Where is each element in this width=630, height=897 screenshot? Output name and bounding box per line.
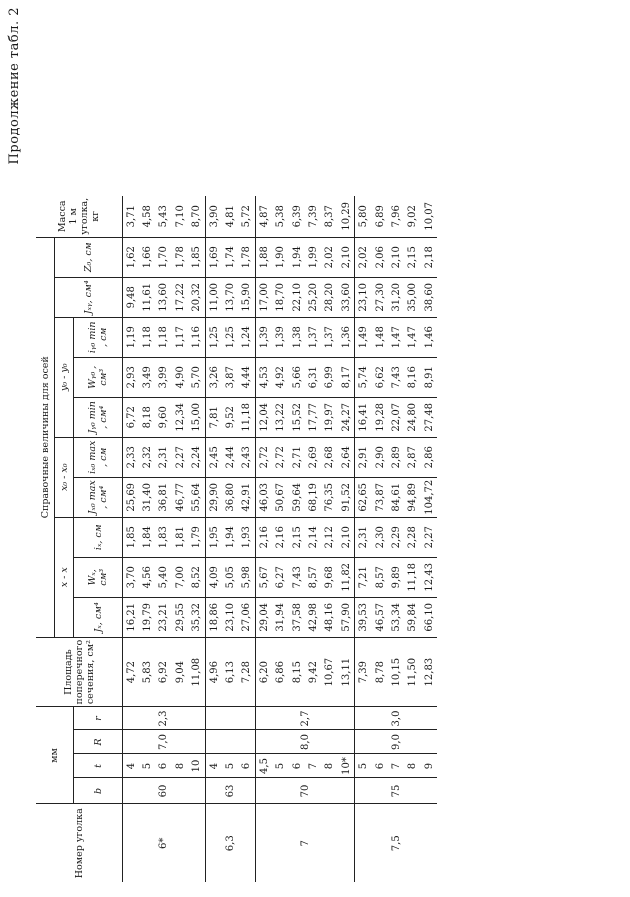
table-cell: 4,92	[273, 357, 289, 397]
cell-r: 3,0	[355, 707, 437, 730]
table-cell: 8,37	[322, 196, 338, 237]
table-cell: 29,90	[205, 477, 222, 517]
table-cell: 8,52	[189, 557, 206, 597]
table-cell: 5,38	[273, 196, 289, 237]
table-cell: 33,60	[338, 277, 355, 317]
table-cell: 7,39	[355, 637, 372, 707]
table-cell: 7,00	[172, 557, 188, 597]
table-cell: 3,49	[139, 357, 155, 397]
header-ix: iₓ, см	[74, 517, 123, 557]
table-cell: 1,88	[256, 237, 273, 277]
table-cell: 3,70	[123, 557, 140, 597]
table-cell: 84,61	[388, 477, 404, 517]
table-cell: 1,19	[123, 317, 140, 357]
table-cell: 27,30	[372, 277, 388, 317]
table-cell: 4,87	[256, 196, 273, 237]
table-cell: 1,25	[222, 317, 238, 357]
table-cell: 5,98	[239, 557, 256, 597]
table-cell: 1,66	[139, 237, 155, 277]
cell-t: 8	[405, 754, 421, 778]
table-cell: 18,86	[205, 597, 222, 637]
table-cell: 4,53	[256, 357, 273, 397]
table-cell: 1,24	[239, 317, 256, 357]
table-cell: 2,31	[156, 437, 172, 477]
cell-b: 63	[205, 778, 255, 804]
table-cell: 4,72	[123, 637, 140, 707]
table-cell: 3,90	[205, 196, 222, 237]
table-cell: 7,10	[172, 196, 188, 237]
table-row	[123, 196, 140, 882]
table-cell: 19,28	[372, 397, 388, 437]
table-cell: 1,37	[322, 317, 338, 357]
table-cell: 1,48	[372, 317, 388, 357]
table-cell: 7,43	[388, 357, 404, 397]
table-cell: 46,77	[172, 477, 188, 517]
cell-t: 6	[156, 754, 172, 778]
table-cell: 1,46	[421, 317, 437, 357]
table-cell: 17,22	[172, 277, 188, 317]
table-cell: 9,04	[172, 637, 188, 707]
header-ref: Справочные величины для осей	[36, 237, 55, 637]
table-cell: 1,69	[205, 237, 222, 277]
table-cell: 2,64	[338, 437, 355, 477]
header-z0: Z₀, см	[55, 237, 123, 277]
table-cell: 11,18	[405, 557, 421, 597]
table-cell: 4,90	[172, 357, 188, 397]
header-b: b	[74, 778, 123, 804]
table-cell: 57,90	[338, 597, 355, 637]
table-cell: 4,56	[139, 557, 155, 597]
table-cell: 17,00	[256, 277, 273, 317]
table-cell: 2,45	[205, 437, 222, 477]
table-cell: 1,25	[205, 317, 222, 357]
cell-t: 5	[222, 754, 238, 778]
table-cell: 3,26	[205, 357, 222, 397]
table-cell: 2,93	[123, 357, 140, 397]
table-cell: 3,87	[222, 357, 238, 397]
table-cell: 36,80	[222, 477, 238, 517]
table-cell: 2,24	[189, 437, 206, 477]
table-cell: 5,05	[222, 557, 238, 597]
table-cell: 76,35	[322, 477, 338, 517]
table-cell: 5,72	[239, 196, 256, 237]
header-jxy: Jₓᵧ, см⁴	[55, 277, 123, 317]
table-cell: 11,82	[338, 557, 355, 597]
cell-t: 4,5	[256, 754, 273, 778]
table-cell: 6,20	[256, 637, 273, 707]
table-cell: 2,15	[405, 237, 421, 277]
table-cell: 2,30	[372, 517, 388, 557]
table-cell: 5,80	[355, 196, 372, 237]
table-cell: 1,94	[289, 237, 305, 277]
cell-t: 5	[139, 754, 155, 778]
table-cell: 2,16	[256, 517, 273, 557]
table-cell: 8,57	[372, 557, 388, 597]
table-cell: 91,52	[338, 477, 355, 517]
table-cell: 22,07	[388, 397, 404, 437]
table-cell: 4,58	[139, 196, 155, 237]
header-R: R	[74, 730, 123, 754]
table-cell: 7,81	[205, 397, 222, 437]
table-cell: 13,70	[222, 277, 238, 317]
table-cell: 59,84	[405, 597, 421, 637]
table-cell: 11,61	[139, 277, 155, 317]
cell-R	[205, 730, 255, 754]
table-cell: 2,72	[273, 437, 289, 477]
table-cell: 1,47	[388, 317, 404, 357]
table-cell: 1,47	[405, 317, 421, 357]
table-cell: 12,83	[421, 637, 437, 707]
page-title: Продолжение табл. 2	[7, 7, 22, 165]
cell-t: 9	[421, 754, 437, 778]
table-cell: 2,43	[239, 437, 256, 477]
cell-t: 10*	[338, 754, 355, 778]
table-cell: 2,90	[372, 437, 388, 477]
table-cell: 94,89	[405, 477, 421, 517]
table-cell: 8,16	[405, 357, 421, 397]
table-cell: 5,74	[355, 357, 372, 397]
table-cell: 36,81	[156, 477, 172, 517]
table-cell: 9,48	[123, 277, 140, 317]
table-cell: 16,21	[123, 597, 140, 637]
header-t: t	[74, 754, 123, 778]
table-cell: 17,77	[305, 397, 321, 437]
table-cell: 2,89	[388, 437, 404, 477]
table-cell: 11,50	[405, 637, 421, 707]
table-cell: 1,74	[222, 237, 238, 277]
table-cell: 23,10	[222, 597, 238, 637]
cell-R: 8,0	[256, 730, 355, 754]
table-cell: 8,57	[305, 557, 321, 597]
table-cell: 2,33	[123, 437, 140, 477]
cell-t: 4	[205, 754, 222, 778]
cell-t: 6	[239, 754, 256, 778]
table-cell: 10,67	[322, 637, 338, 707]
cell-t: 8	[172, 754, 188, 778]
table-cell: 15,52	[289, 397, 305, 437]
cell-b: 70	[256, 778, 355, 804]
table-cell: 31,40	[139, 477, 155, 517]
table-cell: 3,99	[156, 357, 172, 397]
table-cell: 2,68	[322, 437, 338, 477]
table-cell: 12,04	[256, 397, 273, 437]
table-cell: 23,21	[156, 597, 172, 637]
table-cell: 6,27	[273, 557, 289, 597]
table-cell: 1,39	[256, 317, 273, 357]
table-cell: 4,44	[239, 357, 256, 397]
table-cell: 12,43	[421, 557, 437, 597]
table-cell: 27,48	[421, 397, 437, 437]
header-jx0: Jₓ₀ max , см⁴	[74, 477, 123, 517]
table-cell: 25,69	[123, 477, 140, 517]
table-cell: 12,34	[172, 397, 188, 437]
table-cell: 2,69	[305, 437, 321, 477]
angle-number: 6,3	[205, 804, 255, 882]
table-cell: 6,86	[273, 637, 289, 707]
table-cell: 1,70	[156, 237, 172, 277]
table-cell: 29,04	[256, 597, 273, 637]
table-cell: 5,43	[156, 196, 172, 237]
cell-t: 7	[305, 754, 321, 778]
table-cell: 15,90	[239, 277, 256, 317]
table-cell: 6,89	[372, 196, 388, 237]
table-cell: 2,18	[421, 237, 437, 277]
table-cell: 2,27	[421, 517, 437, 557]
table-cell: 1,83	[156, 517, 172, 557]
table-cell: 68,19	[305, 477, 321, 517]
table-cell: 13,60	[156, 277, 172, 317]
table-row	[205, 196, 222, 882]
table-cell: 24,80	[405, 397, 421, 437]
cell-r: 2,7	[256, 707, 355, 730]
table-row	[256, 196, 273, 882]
cell-t: 6	[289, 754, 305, 778]
table-cell: 6,13	[222, 637, 238, 707]
angle-table	[36, 196, 437, 882]
table-cell: 10,07	[421, 196, 437, 237]
table-cell: 1,81	[172, 517, 188, 557]
table-cell: 1,38	[289, 317, 305, 357]
header-group-y0: y₀ - y₀	[55, 317, 74, 437]
angle-number: 6*	[123, 804, 206, 882]
table-cell: 2,02	[322, 237, 338, 277]
table-cell: 2,12	[322, 517, 338, 557]
table-cell: 2,10	[388, 237, 404, 277]
table-cell: 1,49	[355, 317, 372, 357]
cell-t: 5	[273, 754, 289, 778]
cell-t: 5	[355, 754, 372, 778]
table-cell: 11,00	[205, 277, 222, 317]
header-ix0: iₓ₀ max , см	[74, 437, 123, 477]
table-cell: 1,36	[338, 317, 355, 357]
table-cell: 53,34	[388, 597, 404, 637]
table-cell: 35,00	[405, 277, 421, 317]
table-cell: 8,18	[139, 397, 155, 437]
table-cell: 2,27	[172, 437, 188, 477]
table-cell: 6,72	[123, 397, 140, 437]
table-cell: 37,58	[289, 597, 305, 637]
table-row	[355, 196, 372, 882]
header-iy0: iᵧ₀ min , см	[74, 317, 123, 357]
header-group-xx: x - x	[55, 517, 74, 637]
table-cell: 15,00	[189, 397, 206, 437]
table-cell: 11,18	[239, 397, 256, 437]
table-cell: 73,87	[372, 477, 388, 517]
table-cell: 42,91	[239, 477, 256, 517]
table-cell: 104,72	[421, 477, 437, 517]
table-cell: 16,41	[355, 397, 372, 437]
table-cell: 1,39	[273, 317, 289, 357]
table-cell: 2,28	[405, 517, 421, 557]
table-cell: 31,20	[388, 277, 404, 317]
table-cell: 8,91	[421, 357, 437, 397]
table-cell: 19,79	[139, 597, 155, 637]
cell-R: 7,0	[123, 730, 206, 754]
table-cell: 20,32	[189, 277, 206, 317]
header-wx: Wₓ, см³	[74, 557, 123, 597]
table-cell: 2,31	[355, 517, 372, 557]
table-cell: 2,10	[338, 517, 355, 557]
table-cell: 46,57	[372, 597, 388, 637]
table-cell: 8,78	[372, 637, 388, 707]
table-cell: 18,70	[273, 277, 289, 317]
table-cell: 39,53	[355, 597, 372, 637]
header-jy0: Jᵧ₀ min , см⁴	[74, 397, 123, 437]
table-cell: 1,90	[273, 237, 289, 277]
table-cell: 4,96	[205, 637, 222, 707]
table-cell: 13,11	[338, 637, 355, 707]
header-mm: мм	[36, 707, 74, 804]
table-cell: 7,28	[239, 637, 256, 707]
table-cell: 2,06	[372, 237, 388, 277]
header-jx: Jₓ, см⁴	[74, 597, 123, 637]
table-cell: 2,29	[388, 517, 404, 557]
table-cell: 27,06	[239, 597, 256, 637]
table-cell: 8,70	[189, 196, 206, 237]
table-cell: 9,02	[405, 196, 421, 237]
cell-t: 4	[123, 754, 140, 778]
table-cell: 5,70	[189, 357, 206, 397]
table-cell: 25,20	[305, 277, 321, 317]
header-wy0: Wᵧ₀ , см³	[74, 357, 123, 397]
table-cell: 38,60	[421, 277, 437, 317]
table-cell: 1,79	[189, 517, 206, 557]
table-cell: 13,22	[273, 397, 289, 437]
table-cell: 7,21	[355, 557, 372, 597]
table-cell: 1,84	[139, 517, 155, 557]
table-cell: 10,15	[388, 637, 404, 707]
table-cell: 7,39	[305, 196, 321, 237]
table-cell: 10,29	[338, 196, 355, 237]
table-cell: 1,18	[139, 317, 155, 357]
table-cell: 31,94	[273, 597, 289, 637]
table-cell: 2,14	[305, 517, 321, 557]
table-cell: 8,17	[338, 357, 355, 397]
table-cell: 7,43	[289, 557, 305, 597]
table-cell: 2,44	[222, 437, 238, 477]
table-cell: 35,32	[189, 597, 206, 637]
cell-b: 60	[123, 778, 206, 804]
table-cell: 2,16	[273, 517, 289, 557]
table-cell: 2,15	[289, 517, 305, 557]
table-cell: 2,91	[355, 437, 372, 477]
cell-r	[205, 707, 255, 730]
table-cell: 2,87	[405, 437, 421, 477]
cell-b: 75	[355, 778, 437, 804]
cell-R: 9,0	[355, 730, 437, 754]
header-num: Номер уголка	[36, 804, 123, 882]
header-mass: Масса 1 м уголка, кг	[36, 196, 123, 237]
header-group-x0: x₀ - x₀	[55, 437, 74, 517]
table-body	[123, 196, 438, 882]
table-cell: 1,93	[239, 517, 256, 557]
table-cell: 2,72	[256, 437, 273, 477]
table-cell: 11,08	[189, 637, 206, 707]
cell-t: 8	[322, 754, 338, 778]
header-r: r	[74, 707, 123, 730]
cell-t: 7	[388, 754, 404, 778]
table-cell: 1,78	[172, 237, 188, 277]
table-cell: 48,16	[322, 597, 338, 637]
table-cell: 9,52	[222, 397, 238, 437]
table-cell: 24,27	[338, 397, 355, 437]
table-cell: 9,68	[322, 557, 338, 597]
table-cell: 9,60	[156, 397, 172, 437]
table-cell: 2,86	[421, 437, 437, 477]
table-cell: 28,20	[322, 277, 338, 317]
cell-t: 6	[372, 754, 388, 778]
table-cell: 5,66	[289, 357, 305, 397]
table-cell: 1,85	[189, 237, 206, 277]
table-cell: 66,10	[421, 597, 437, 637]
angle-number: 7,5	[355, 804, 437, 882]
table-cell: 1,95	[205, 517, 222, 557]
table-cell: 1,85	[123, 517, 140, 557]
table-cell: 1,78	[239, 237, 256, 277]
table-cell: 5,83	[139, 637, 155, 707]
table-cell: 7,96	[388, 196, 404, 237]
table-cell: 2,02	[355, 237, 372, 277]
table-cell: 42,98	[305, 597, 321, 637]
table-cell: 62,65	[355, 477, 372, 517]
table-cell: 6,92	[156, 637, 172, 707]
table-cell: 50,67	[273, 477, 289, 517]
header-area: Площадь поперечного сечения, см²	[36, 637, 123, 707]
cell-t: 10	[189, 754, 206, 778]
table-cell: 5,40	[156, 557, 172, 597]
table-cell: 3,71	[123, 196, 140, 237]
table-cell: 1,62	[123, 237, 140, 277]
table-cell: 2,71	[289, 437, 305, 477]
table-cell: 2,10	[338, 237, 355, 277]
table-cell: 4,81	[222, 196, 238, 237]
table-cell: 59,64	[289, 477, 305, 517]
table-cell: 6,39	[289, 196, 305, 237]
table-cell: 6,62	[372, 357, 388, 397]
table-cell: 9,42	[305, 637, 321, 707]
table-cell: 29,55	[172, 597, 188, 637]
angle-number: 7	[256, 804, 355, 882]
table-cell: 6,31	[305, 357, 321, 397]
table-cell: 8,15	[289, 637, 305, 707]
table-cell: 22,10	[289, 277, 305, 317]
table-cell: 5,67	[256, 557, 273, 597]
table-cell: 6,99	[322, 357, 338, 397]
table-cell: 1,18	[156, 317, 172, 357]
table-cell: 19,97	[322, 397, 338, 437]
table-cell: 1,99	[305, 237, 321, 277]
table-cell: 1,94	[222, 517, 238, 557]
cell-r: 2,3	[123, 707, 206, 730]
table-cell: 46,03	[256, 477, 273, 517]
table-cell: 1,17	[172, 317, 188, 357]
table-cell: 9,89	[388, 557, 404, 597]
table-cell: 23,10	[355, 277, 372, 317]
table-cell: 2,32	[139, 437, 155, 477]
table-cell: 1,37	[305, 317, 321, 357]
table-cell: 4,09	[205, 557, 222, 597]
table-cell: 55,64	[189, 477, 206, 517]
table-cell: 1,16	[189, 317, 206, 357]
